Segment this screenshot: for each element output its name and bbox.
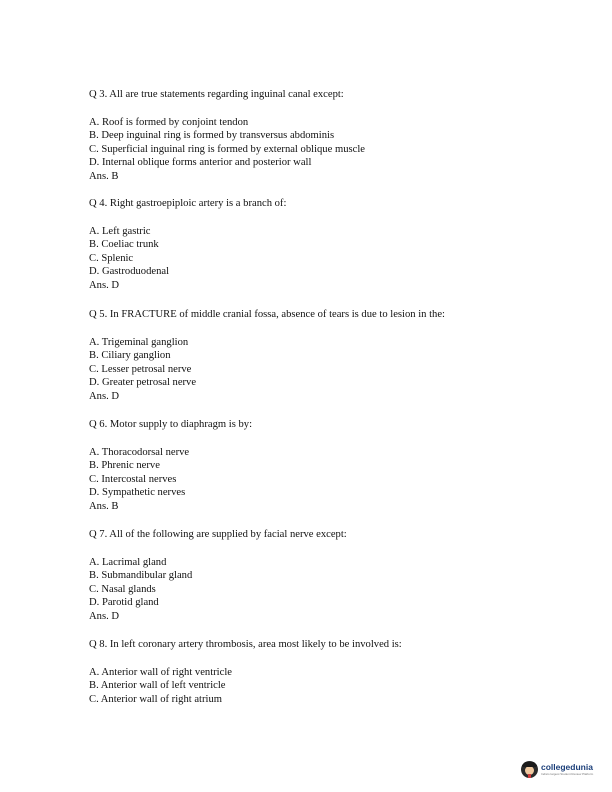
option-d: D. Parotid gland	[89, 597, 159, 609]
option-c: C. Nasal glands	[89, 583, 156, 595]
question-3	[89, 88, 569, 184]
option-b: B. Phrenic nerve	[89, 460, 160, 472]
collegedunia-logo	[521, 761, 593, 778]
option-d: D. Sympathetic nerves	[89, 487, 186, 499]
option-b: B. Submandibular gland	[89, 570, 193, 582]
question-text: Q 6. Motor supply to diaphragm is by:	[89, 419, 253, 430]
question-5	[89, 308, 569, 404]
logo-text	[541, 763, 593, 776]
logo-name: collegedunia	[541, 762, 593, 772]
question-text: Q 4. Right gastroepiploic artery is a branch of:	[89, 198, 287, 209]
option-a: A. Left gastric	[89, 225, 151, 237]
option-c: C. Anterior wall of right atrium	[89, 693, 222, 705]
option-c: C. Intercostal nerves	[89, 473, 177, 485]
option-a: A. Trigeminal ganglion	[89, 336, 189, 348]
answer: Ans. D	[89, 279, 120, 291]
option-a: A. Anterior wall of right ventricle	[89, 666, 232, 678]
option-c: C. Lesser petrosal nerve	[89, 363, 192, 375]
logo-tagline: India's largest Student Review Platform	[541, 772, 594, 776]
option-b: B. Ciliary ganglion	[89, 350, 171, 362]
option-c: C. Splenic	[89, 252, 134, 264]
options-list	[89, 666, 569, 707]
options-list	[89, 336, 569, 404]
options-list	[89, 116, 569, 184]
question-6	[89, 418, 569, 514]
option-c: C. Superficial inguinal ring is formed by external oblique muscle	[89, 143, 365, 155]
option-d: D. Internal oblique forms anterior and posterior wall	[89, 157, 312, 169]
option-a: A. Roof is formed by conjoint tendon	[89, 116, 249, 128]
question-text: Q 7. All of the following are supplied by facial nerve except:	[89, 529, 347, 540]
option-d: D. Greater petrosal nerve	[89, 377, 197, 389]
option-a: A. Lacrimal gland	[89, 556, 167, 568]
answer: Ans. B	[89, 500, 119, 512]
answer: Ans. B	[89, 170, 119, 182]
question-text: Q 3. All are true statements regarding inguinal canal except:	[89, 89, 344, 100]
question-text: Q 8. In left coronary artery thrombosis, area most likely to be involved is:	[89, 639, 402, 650]
options-list	[89, 446, 569, 514]
question-7	[89, 528, 569, 624]
question-4	[89, 197, 569, 293]
options-list	[89, 556, 569, 624]
answer: Ans. D	[89, 610, 120, 622]
option-b: B. Deep inguinal ring is formed by transversus abdominis	[89, 130, 335, 142]
question-8	[89, 638, 569, 706]
question-text: Q 5. In FRACTURE of middle cranial fossa, absence of tears is due to lesion in the:	[89, 309, 445, 320]
option-b: B. Coeliac trunk	[89, 239, 159, 251]
option-a: A. Thoracodorsal nerve	[89, 446, 190, 458]
options-list	[89, 225, 569, 293]
answer: Ans. D	[89, 390, 120, 402]
student-mascot-icon	[521, 761, 538, 778]
option-d: D. Gastroduodenal	[89, 266, 170, 278]
option-b: B. Anterior wall of left ventricle	[89, 680, 226, 692]
